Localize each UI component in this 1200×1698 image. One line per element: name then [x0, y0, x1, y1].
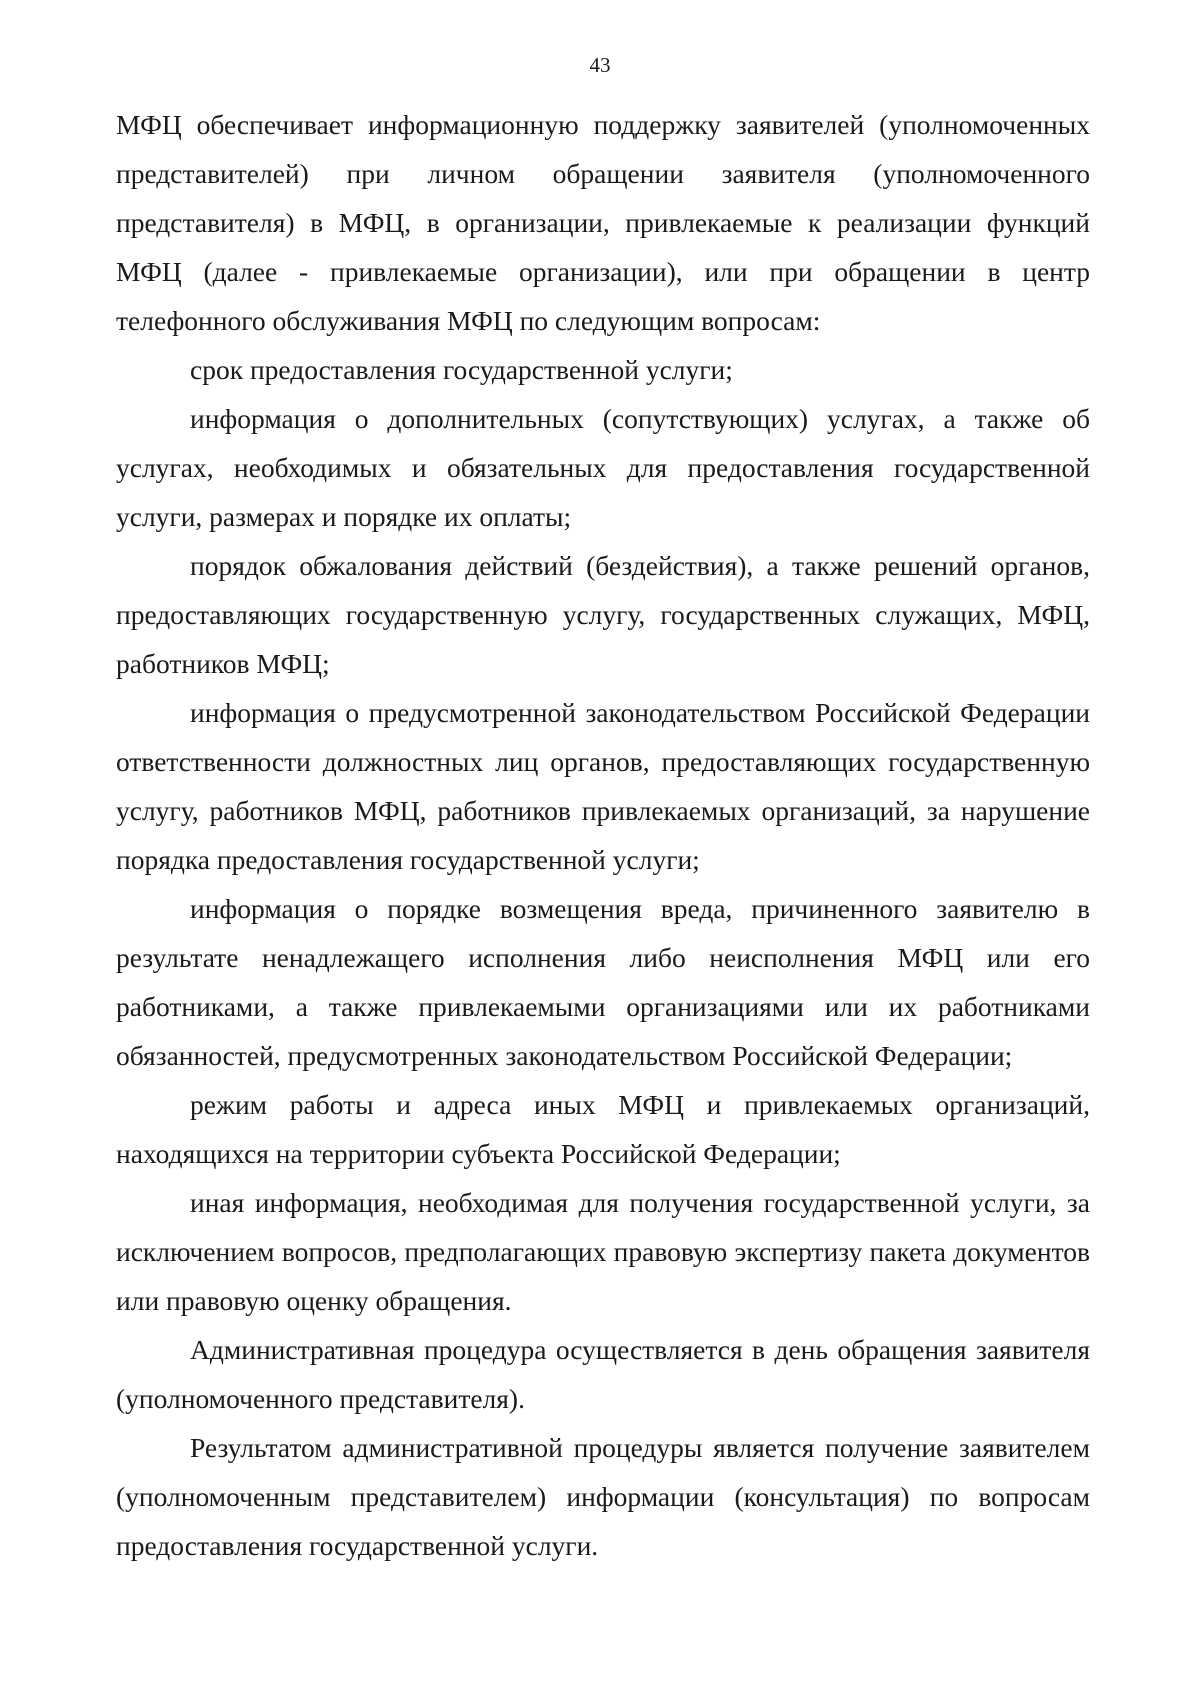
paragraph-damage-compensation: информация о порядке возмещения вреда, причиненного заявителю в результате ненадлежащего исполнения либо неисполнения МФЦ или его работниками, а также привлекаемыми организациями или их работниками обязанностей, предусмотренных законодательством Российской Федерации;: [116, 893, 1090, 1071]
paragraph-procedure-result: Результатом административной процедуры является получение заявителем (уполномоченным представителем) информации (консультация) по вопросам предоставления государственной услуги.: [116, 1432, 1090, 1561]
paragraph-procedure-timing: Административная процедура осуществляется в день обращения заявителя (уполномоченного представителя).: [116, 1334, 1090, 1414]
paragraph-liability-info: информация о предусмотренной законодательством Российской Федерации ответственности должностных лиц органов, предоставляющих государственную услугу, работников МФЦ, работников привлекаемых организаций, за нарушение порядка предоставления государственной услуги;: [116, 697, 1090, 875]
paragraph-service-term: срок предоставления государственной услуги;: [190, 354, 733, 385]
page-number: 43: [589, 53, 611, 77]
paragraph-work-schedule: режим работы и адреса иных МФЦ и привлекаемых организаций, находящихся на территории субъекта Российской Федерации;: [116, 1089, 1090, 1169]
document-body: [116, 100, 1090, 1570]
paragraph-appeal-procedure: порядок обжалования действий (бездействия), а также решений органов, предоставляющих государственную услугу, государственных служащих, МФЦ, работников МФЦ;: [116, 550, 1090, 679]
paragraph-other-info: иная информация, необходимая для получения государственной услуги, за исключением вопросов, предполагающих правовую экспертизу пакета документов или правовую оценку обращения.: [116, 1187, 1090, 1316]
paragraph-additional-services: информация о дополнительных (сопутствующих) услугах, а также об услугах, необходимых и обязательных для предоставления государственной услуги, размерах и порядке их оплаты;: [116, 403, 1090, 532]
paragraph-intro: МФЦ обеспечивает информационную поддержку заявителей (уполномоченных представителей) при личном обращении заявителя (уполномоченного представителя) в МФЦ, в организации, привлекаемые к реализации функций МФЦ (далее - привлекаемые организации), или при обращении в центр телефонного обслуживания МФЦ по следующим вопросам:: [116, 109, 1090, 336]
